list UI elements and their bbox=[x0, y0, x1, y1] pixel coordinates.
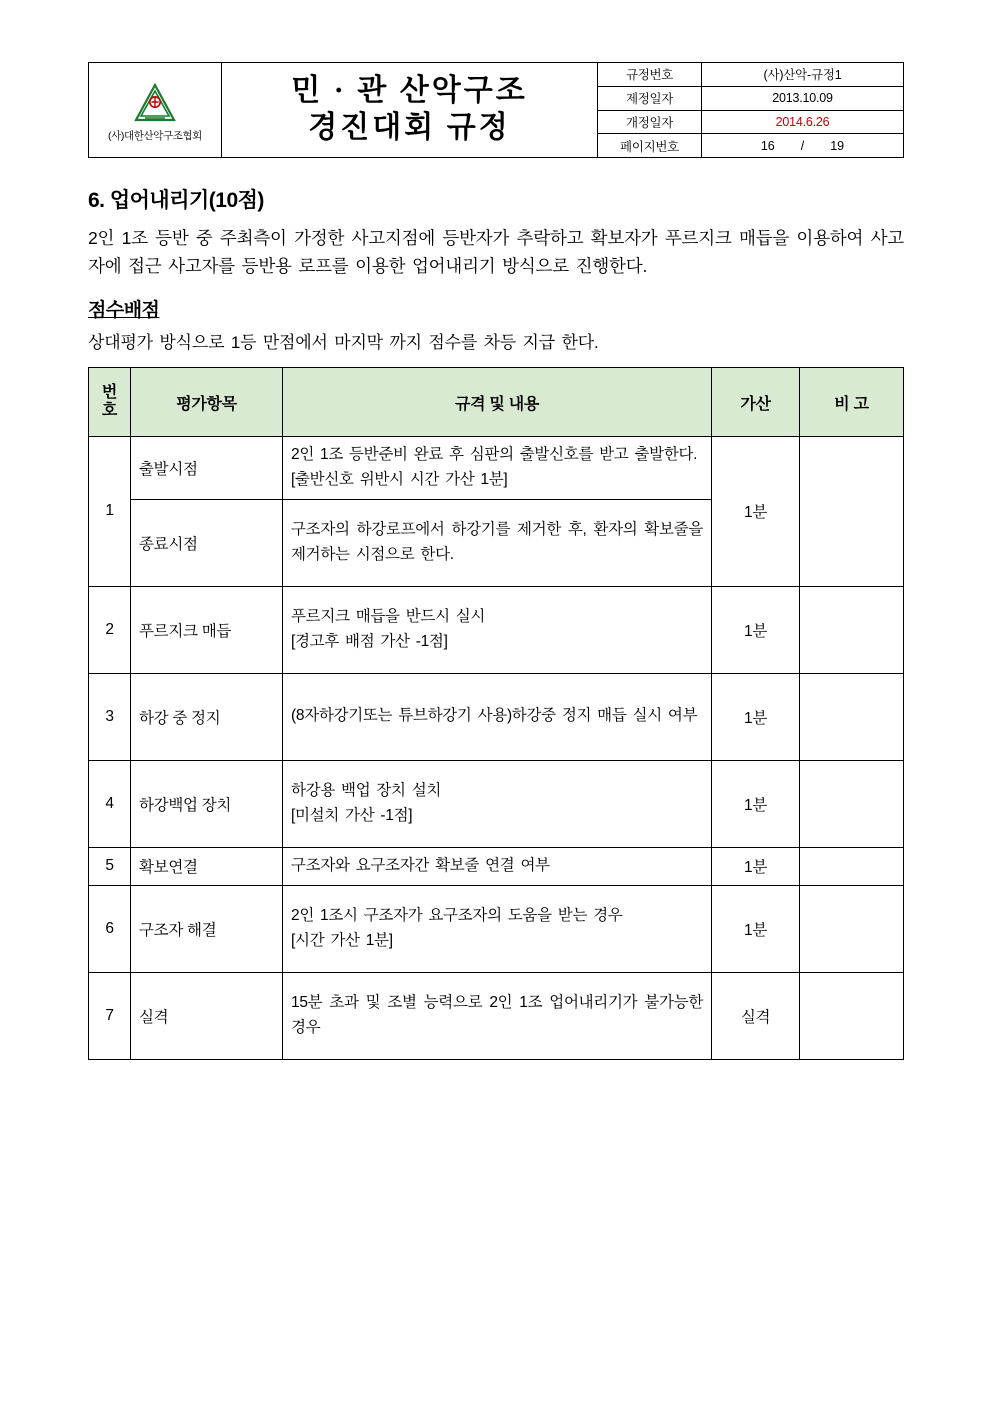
cell-number: 7 bbox=[89, 972, 131, 1059]
cell-number: 1 bbox=[89, 437, 131, 587]
cell-number: 2 bbox=[89, 586, 131, 673]
sub-title-wrap bbox=[88, 281, 904, 330]
desc-line: 구조자와 요구조자간 확보줄 연결 여부 bbox=[291, 856, 550, 874]
logo-caption: (사)대한산악구조협회 bbox=[108, 129, 202, 142]
cell-description bbox=[283, 760, 712, 847]
section-paragraph: 2인 1조 등반 중 주최측이 가정한 사고지점에 등반자가 추락하고 확보자가 푸르지크 매듭을 이용하여 사고자에 접근 사고자를 등반용 로프를 이용한 업어내리기 방식으로 진행한다. bbox=[88, 228, 904, 277]
desc-line: [미설치 가산 -1점] bbox=[291, 806, 413, 824]
page-total: 19 bbox=[830, 138, 845, 153]
cell-description bbox=[283, 499, 712, 586]
cell-item: 하강 중 정지 bbox=[131, 673, 283, 760]
table-row bbox=[89, 972, 904, 1059]
desc-line: 구조자의 하강로프에서 하강기를 제거한 후, 환자의 확보줄을 제거하는 시점으로 한다. bbox=[291, 520, 703, 563]
cell-description bbox=[283, 972, 712, 1059]
th-remark: 비 고 bbox=[800, 368, 904, 437]
cell-description bbox=[283, 586, 712, 673]
meta-row-regulation-number bbox=[598, 63, 903, 87]
meta-row-enactment-date bbox=[598, 87, 903, 111]
association-logo-icon bbox=[133, 82, 177, 126]
cell-number: 4 bbox=[89, 760, 131, 847]
desc-line: 2인 1조시 구조자가 요구조자의 도움을 받는 경우 bbox=[291, 906, 623, 924]
cell-remark bbox=[800, 760, 904, 847]
table-header-row bbox=[89, 368, 904, 437]
header-meta-cell bbox=[598, 63, 903, 157]
cell-item: 확보연결 bbox=[131, 847, 283, 885]
header-logo-cell bbox=[89, 63, 222, 157]
meta-label: 규정번호 bbox=[598, 63, 702, 86]
desc-line: [시간 가산 1분] bbox=[291, 931, 393, 949]
score-table bbox=[88, 367, 904, 1059]
cell-remark bbox=[800, 586, 904, 673]
header-title-line1: 민 · 관 산악구조 bbox=[291, 74, 528, 108]
cell-addition: 1분 bbox=[712, 437, 800, 587]
section-title: 6. 업어내리기(10점) bbox=[88, 189, 264, 212]
cell-description bbox=[283, 437, 712, 500]
table-row bbox=[89, 760, 904, 847]
cell-item: 하강백업 장치 bbox=[131, 760, 283, 847]
meta-label-page: 페이지번호 bbox=[598, 134, 702, 157]
cell-addition: 실격 bbox=[712, 972, 800, 1059]
sub-paragraph: 상대평가 방식으로 1등 만점에서 마지막 까지 점수를 차등 지급 한다. bbox=[88, 332, 599, 352]
cell-addition: 1분 bbox=[712, 586, 800, 673]
cell-addition: 1분 bbox=[712, 885, 800, 972]
cell-item: 푸르지크 매듭 bbox=[131, 586, 283, 673]
table-row bbox=[89, 437, 904, 500]
page-number-values bbox=[702, 134, 903, 157]
cell-item: 실격 bbox=[131, 972, 283, 1059]
cell-description bbox=[283, 673, 712, 760]
cell-addition: 1분 bbox=[712, 760, 800, 847]
table-row bbox=[89, 847, 904, 885]
table-row bbox=[89, 885, 904, 972]
table-row bbox=[89, 673, 904, 760]
desc-line: [경고후 배점 가산 -1점] bbox=[291, 632, 448, 650]
cell-number: 5 bbox=[89, 847, 131, 885]
cell-addition: 1분 bbox=[712, 847, 800, 885]
page-current: 16 bbox=[760, 138, 775, 153]
desc-line: [출반신호 위반시 시간 가산 1분] bbox=[291, 470, 508, 488]
meta-label: 제정일자 bbox=[598, 87, 702, 110]
meta-label: 개정일자 bbox=[598, 111, 702, 134]
th-item: 평가항목 bbox=[131, 368, 283, 437]
desc-line: 15분 초과 및 조별 능력으로 2인 1조 업어내리기가 불가능한경우 bbox=[291, 993, 703, 1036]
meta-row-page-number bbox=[598, 134, 903, 157]
desc-line: 푸르지크 매듭을 반드시 실시 bbox=[291, 607, 486, 625]
header-title-line2: 경진대회 규정 bbox=[308, 111, 511, 145]
document-header bbox=[88, 62, 904, 158]
sub-title: 점수배점 bbox=[88, 299, 160, 321]
cell-description bbox=[283, 885, 712, 972]
th-number-line2: 호 bbox=[101, 402, 118, 420]
cell-remark bbox=[800, 437, 904, 587]
cell-item: 구조자 해결 bbox=[131, 885, 283, 972]
cell-remark bbox=[800, 847, 904, 885]
cell-item: 종료시점 bbox=[131, 499, 283, 586]
desc-line: 2인 1조 등반준비 완료 후 심판의 출발신호를 받고 출발한다. bbox=[291, 446, 698, 464]
meta-value: 2013.10.09 bbox=[772, 91, 833, 106]
cell-remark bbox=[800, 885, 904, 972]
meta-value: 2014.6.26 bbox=[775, 114, 830, 129]
th-description: 규격 및 내용 bbox=[283, 368, 712, 437]
th-number bbox=[89, 368, 131, 437]
cell-description bbox=[283, 847, 712, 885]
cell-remark bbox=[800, 673, 904, 760]
desc-line: 하강용 백업 장치 설치 bbox=[291, 781, 442, 799]
meta-row-revision-date bbox=[598, 111, 903, 135]
page-separator: / bbox=[800, 138, 805, 153]
cell-number: 3 bbox=[89, 673, 131, 760]
cell-addition: 1분 bbox=[712, 673, 800, 760]
th-number-line1: 번 bbox=[101, 383, 118, 401]
cell-remark bbox=[800, 972, 904, 1059]
header-title-cell bbox=[222, 63, 598, 157]
cell-item: 출발시점 bbox=[131, 437, 283, 500]
desc-line: (8자하강기또는 튜브하강기 사용)하강중 정지 매듭 실시 여부 bbox=[291, 707, 698, 725]
meta-value: (사)산악-규정1 bbox=[763, 68, 842, 83]
cell-number: 6 bbox=[89, 885, 131, 972]
th-addition: 가산 bbox=[712, 368, 800, 437]
table-row bbox=[89, 586, 904, 673]
